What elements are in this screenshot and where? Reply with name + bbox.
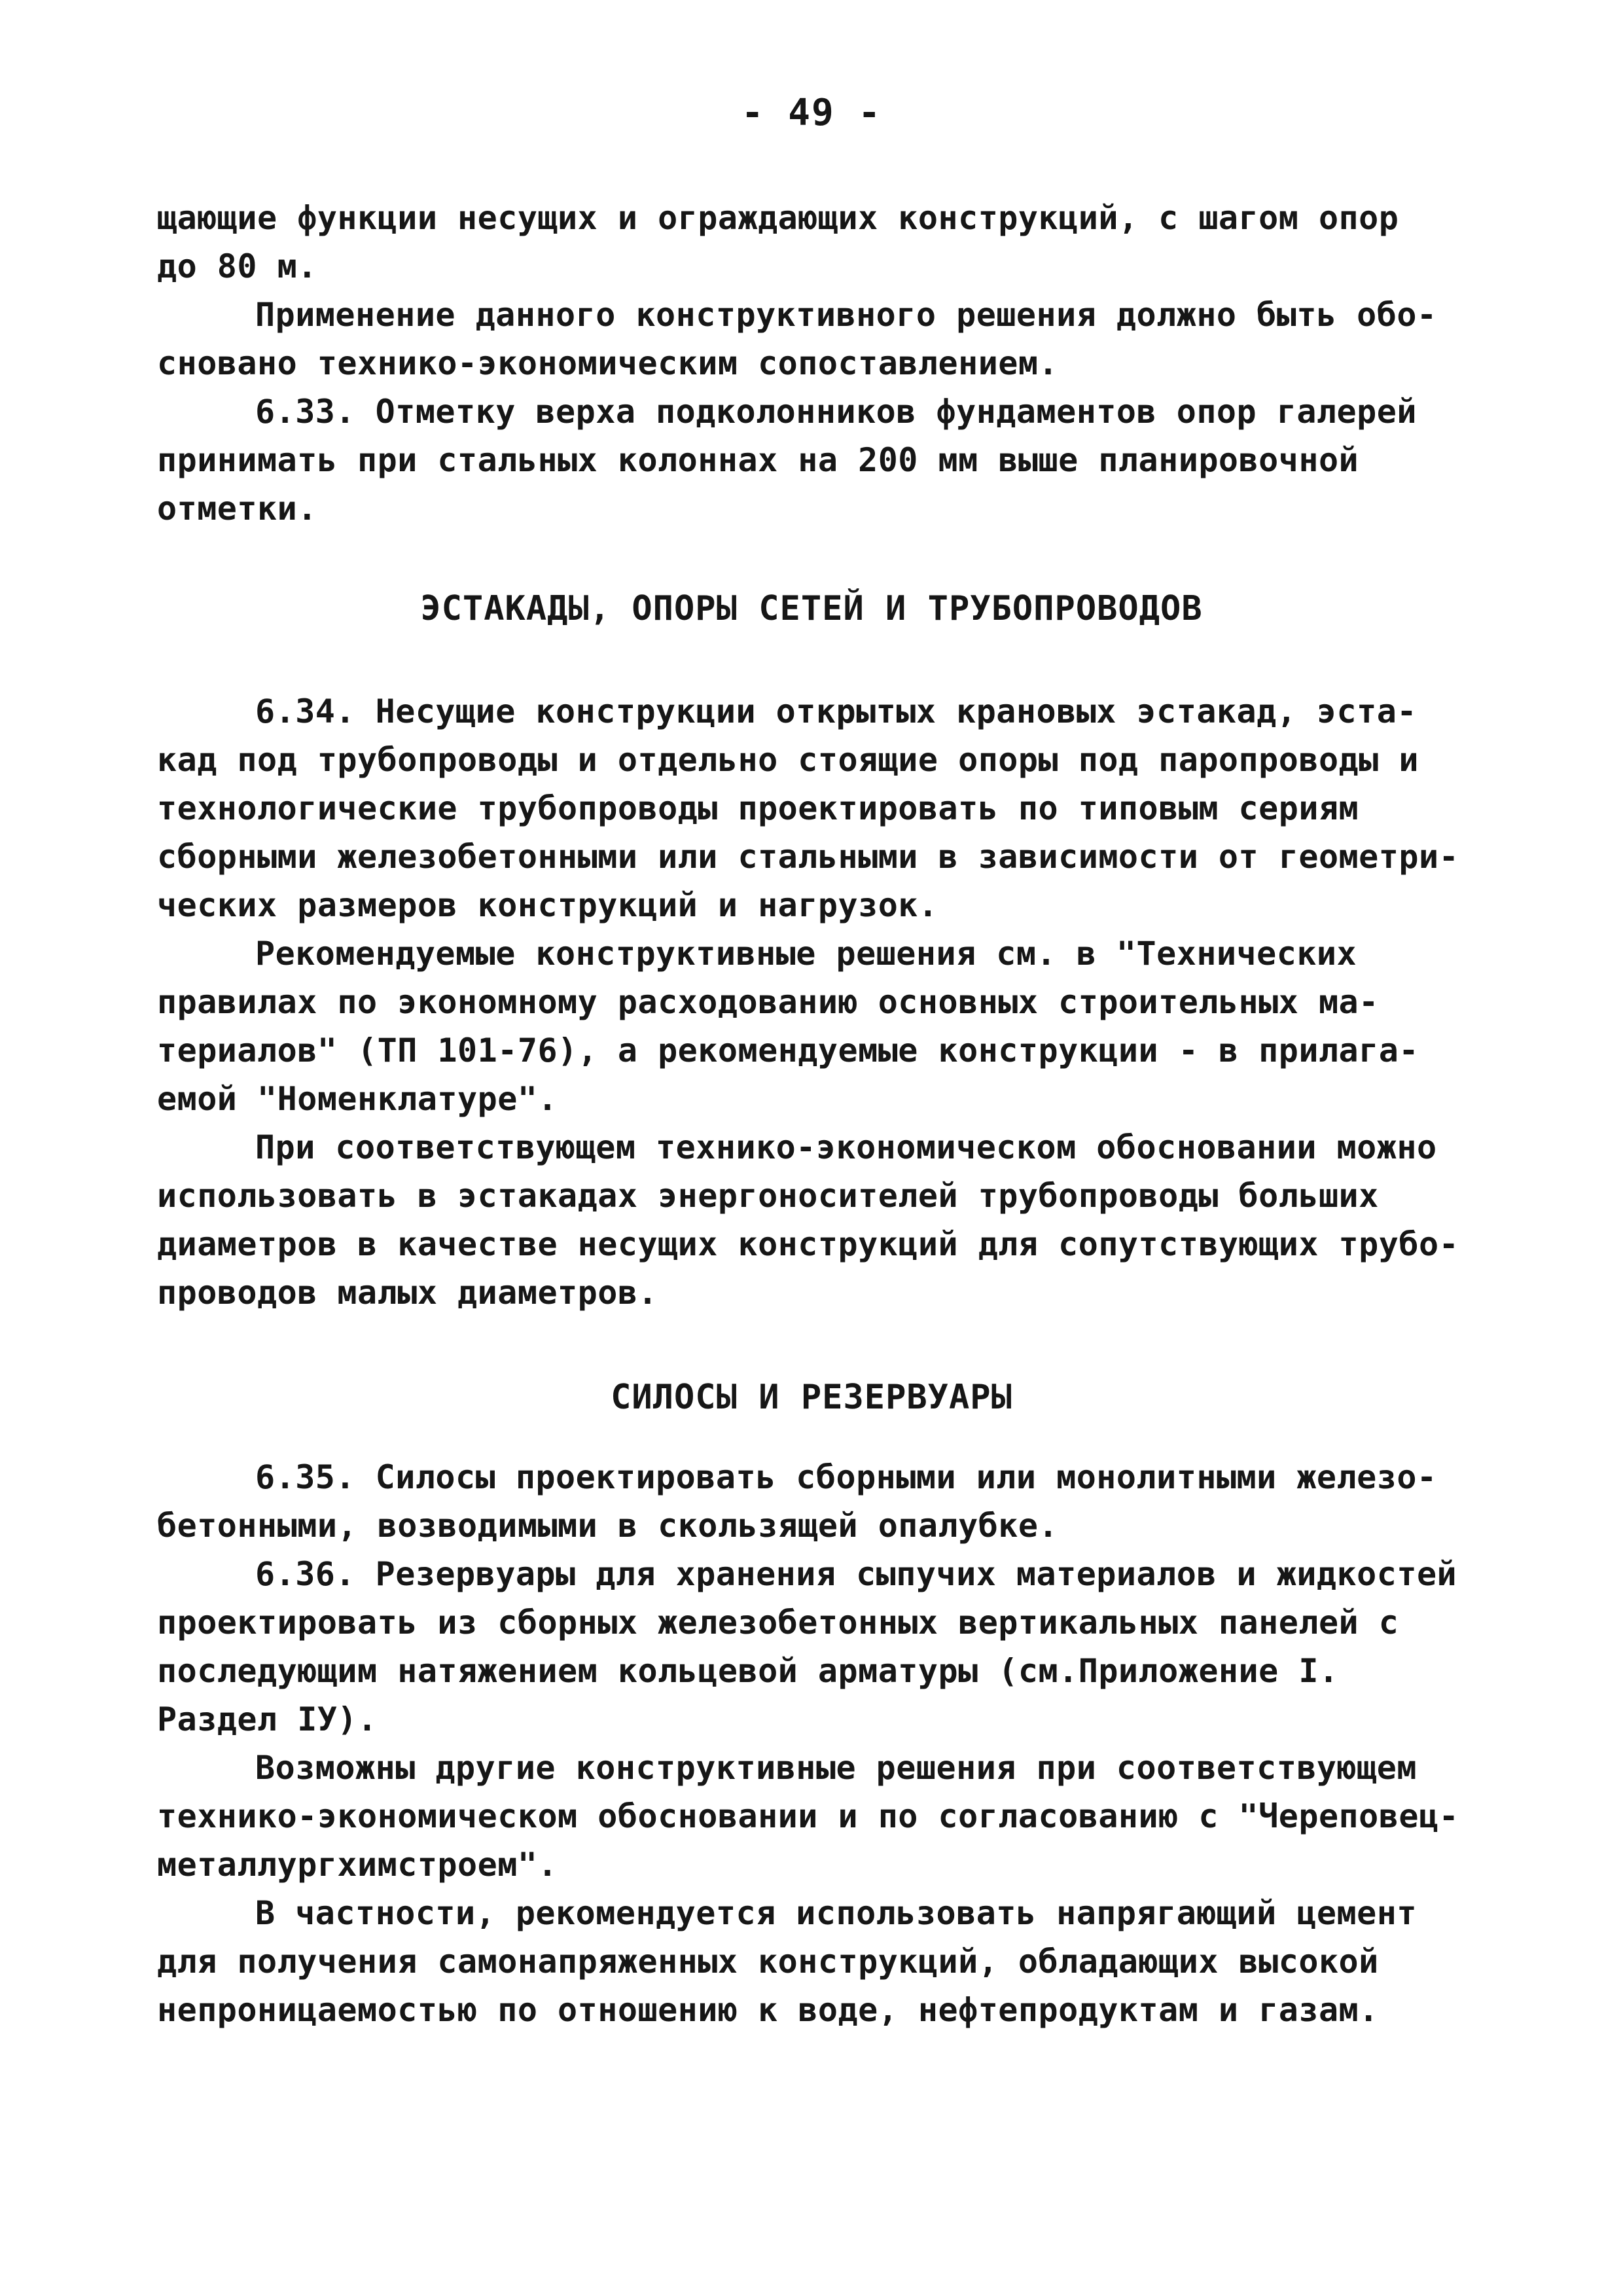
text-line: При соответствующем технико-экономическом обосновании можно — [255, 1128, 1437, 1166]
text-line: 6.34. Несущие конструкции открытых крановых эстакад, эста- — [255, 692, 1417, 730]
text-line: сборными железобетонными или стальными в зависимости от геометри- — [157, 838, 1459, 876]
paragraph-block-1 — [157, 194, 1486, 533]
text-line: 6.35. Силосы проектировать сборными или монолитными железо- — [255, 1458, 1437, 1496]
text-line: 6.36. Резервуары для хранения сыпучих материалов и жидкостей — [255, 1555, 1457, 1593]
section-heading-silos: СИЛОСЫ И РЕЗЕРВУАРЫ — [611, 1378, 1012, 1417]
text-line: принимать при стальных колоннах на 200 мм выше планировочной — [157, 441, 1359, 479]
text-line: проектировать из сборных железобетонных вертикальных панелей с — [157, 1604, 1399, 1641]
text-line: 6.33. Отметку верха подколонников фундаментов опор галерей — [255, 393, 1417, 431]
section-heading-overpasses: ЭСТАКАДЫ, ОПОРЫ СЕТЕЙ И ТРУБОПРОВОДОВ — [420, 589, 1203, 628]
page-number: - 49 - — [741, 92, 882, 134]
text-line: диаметров в качестве несущих конструкций для сопутствующих трубо- — [157, 1225, 1459, 1263]
text-line: Возможны другие конструктивные решения при соответствующем — [255, 1749, 1417, 1787]
text-line: проводов малых диаметров. — [157, 1274, 658, 1312]
text-line: Раздел IУ). — [157, 1700, 378, 1738]
text-line: технико-экономическом обосновании и по согласованию с "Череповец- — [157, 1797, 1459, 1835]
text-line: технологические трубопроводы проектировать по типовым сериям — [157, 789, 1359, 827]
text-line: В частности, рекомендуется использовать напрягающий цемент — [255, 1894, 1417, 1932]
text-line: для получения самонапряженных конструкций, обладающих высокой — [157, 1943, 1379, 1981]
text-line: Рекомендуемые конструктивные решения см. в "Технических — [255, 935, 1357, 973]
text-line: кад под трубопроводы и отдельно стоящие опоры под паропроводы и — [157, 741, 1419, 779]
text-line: непроницаемостью по отношению к воде, нефтепродуктам и газам. — [157, 1991, 1379, 2029]
paragraph-block-2 — [157, 687, 1486, 1317]
text-line: правилах по экономному расходованию основных строительных ма- — [157, 983, 1379, 1021]
text-line: до 80 м. — [157, 247, 317, 285]
text-line: бетонными, возводимыми в скользящей опалубке. — [157, 1507, 1059, 1545]
text-line: ческих размеров конструкций и нагрузок. — [157, 886, 938, 924]
text-line: Применение данного конструктивного решения должно быть обо- — [255, 296, 1437, 334]
text-line: использовать в эстакадах энергоносителей трубопроводы больших — [157, 1177, 1379, 1215]
text-line: емой "Номенклатуре". — [157, 1080, 558, 1118]
text-line: щающие функции несущих и ограждающих конструкций, с шагом опор — [157, 199, 1399, 237]
paragraph-block-3 — [157, 1453, 1486, 2034]
text-line: териалов" (ТП 101-76), а рекомендуемые конструкции - в прилага- — [157, 1031, 1419, 1069]
text-line: сновано технико-экономическим сопоставлением. — [157, 344, 1059, 382]
text-line: отметки. — [157, 490, 317, 528]
text-line: последующим натяжением кольцевой арматуры (см.Приложение I. — [157, 1652, 1339, 1690]
text-line: металлургхимстроем". — [157, 1846, 558, 1884]
